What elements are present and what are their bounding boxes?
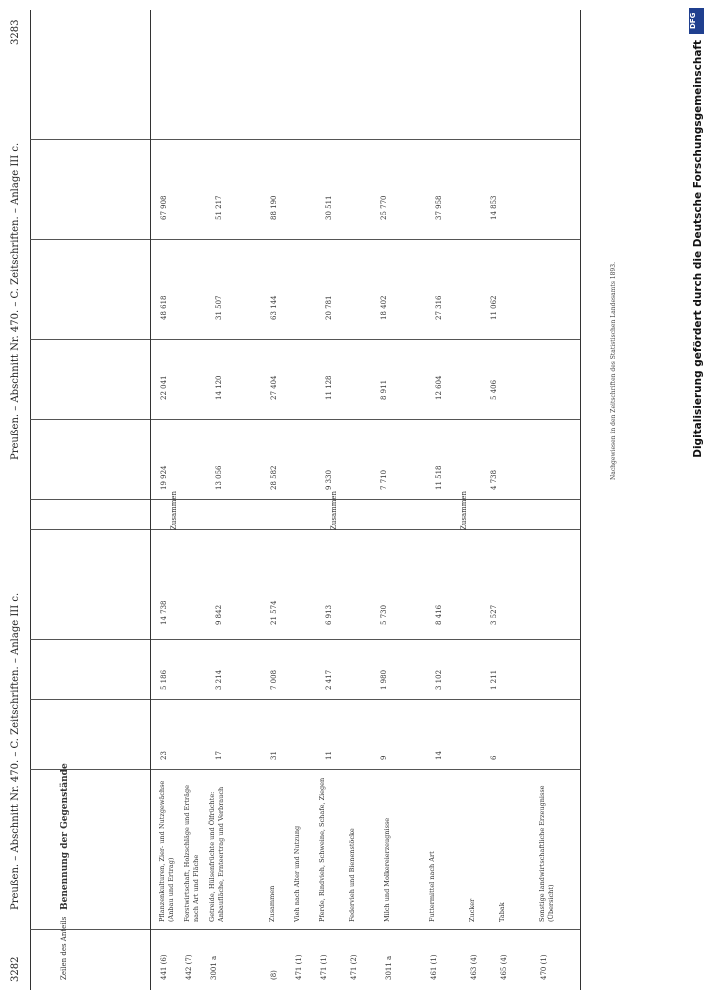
column-title: Benennung der Gegenstände — [60, 763, 70, 910]
column-rule — [30, 529, 580, 530]
table-cell: 30 511 — [325, 195, 333, 220]
bottom-rule — [580, 10, 581, 990]
table-cell: 27 316 — [435, 295, 443, 320]
section-code: 461 (1) — [430, 954, 438, 980]
page-number-left: 3282 — [10, 956, 21, 982]
group-label: Zusammen — [170, 490, 178, 530]
column-rule — [30, 639, 580, 640]
table-cell: 63 144 — [270, 295, 278, 320]
digitization-notice: Digitalisierung gefördert durch die Deutsche Forschungsgemeinschaft — [692, 40, 704, 458]
section-label: Pflanzenkulturen, Zier- und Nutzgewächse (Anbau und Ertrag) — [158, 780, 175, 922]
table-cell: 5 730 — [380, 604, 388, 625]
section-code: 470 (1) — [540, 954, 548, 980]
table-cell: 11 518 — [435, 465, 443, 490]
table-cell: 25 770 — [380, 195, 388, 220]
table-cell: 8 416 — [435, 604, 443, 625]
table-cell: 17 — [215, 751, 223, 760]
table-cell: 22 041 — [160, 375, 168, 400]
table-cell: 18 402 — [380, 295, 388, 320]
section-code: 471 (1) — [295, 954, 303, 980]
table-cell: 88 190 — [270, 195, 278, 220]
table-cell: 6 — [490, 755, 498, 760]
table-cell: 3 527 — [490, 604, 498, 625]
table-cell: 11 128 — [325, 375, 333, 400]
section-label: Tabak — [498, 902, 506, 922]
section-label: Zucker — [468, 898, 476, 922]
column-rule — [30, 339, 580, 340]
table-cell: 67 908 — [160, 195, 168, 220]
table-cell: 12 604 — [435, 375, 443, 400]
top-rule — [30, 10, 31, 990]
table-cell: 48 618 — [160, 295, 168, 320]
column-rule — [30, 499, 580, 500]
table-cell: 9 842 — [215, 604, 223, 625]
table-cell: 2 417 — [325, 669, 333, 690]
table-cell: 27 404 — [270, 375, 278, 400]
table-cell: 11 — [325, 751, 333, 760]
section-label: Futtermittel nach Art — [428, 851, 436, 922]
section-label: Milch und Molkereierzeugnisse — [383, 817, 391, 922]
section-label: Getreide, Hülsenfrüchte und Ölfrüchte: Anbaufläche, Ernteertrag und Verbrauch — [208, 786, 225, 922]
table-cell: 5 406 — [490, 379, 498, 400]
table-cell: 51 217 — [215, 195, 223, 220]
watermark-sidebar — [685, 0, 707, 1000]
table-cell: 11 062 — [490, 295, 498, 320]
table-cell: 7 710 — [380, 469, 388, 490]
column-rule — [30, 699, 580, 700]
section-code: 465 (4) — [500, 954, 508, 980]
table-cell: 6 913 — [325, 604, 333, 625]
section-code: 3001 a — [210, 955, 218, 980]
header-left: Preußen. – Abschnitt Nr. 470. – C. Zeitschriften. – Anlage III c. — [10, 592, 21, 910]
section-code: 441 (6) — [160, 954, 168, 980]
table-cell: 3 102 — [435, 669, 443, 690]
table-cell: 1 211 — [490, 669, 498, 690]
group-label: Zusammen — [460, 490, 468, 530]
table-cell: 21 574 — [270, 600, 278, 625]
group-label: Zusammen — [330, 490, 338, 530]
table-cell: 19 924 — [160, 465, 168, 490]
section-label: Pferde, Rindvieh, Schweine, Schafe, Ziegen — [318, 777, 326, 922]
section-code: 471 (1) — [320, 954, 328, 980]
section-code: 442 (7) — [185, 954, 193, 980]
section-label: Sonstige landwirtschaftliche Erzeugnisse (Übersicht) — [538, 785, 555, 922]
section-code: 463 (4) — [470, 954, 478, 980]
dfg-logo-icon: DFG — [689, 8, 704, 34]
table-cell: 31 507 — [215, 295, 223, 320]
table-cell: 9 — [380, 755, 388, 760]
section-label: Forstwirtschaft, Holzschläge und Erträge nach Art und Fläche — [183, 784, 200, 922]
column-rule — [30, 419, 580, 420]
table-cell: 13 056 — [215, 465, 223, 490]
side-title: Zeilen des Anteils — [60, 916, 68, 980]
column-rule — [30, 239, 580, 240]
section-code: 3011 a — [385, 955, 393, 980]
header-right: Preußen. – Abschnitt Nr. 470. – C. Zeitschriften. – Anlage III c. — [10, 142, 21, 460]
footnote: Nachgewiesen in den Zeitschriften des Statistischen Landesamts 1893. — [610, 262, 617, 480]
table-cell: 4 738 — [490, 469, 498, 490]
table-cell: 1 980 — [380, 669, 388, 690]
section-label: Zusammen — [268, 885, 276, 922]
column-rule — [30, 769, 580, 770]
table-cell: 7 008 — [270, 669, 278, 690]
table-cell: 5 186 — [160, 669, 168, 690]
table-cell: 14 853 — [490, 195, 498, 220]
page-number-right: 3283 — [10, 19, 21, 45]
table-cell: 23 — [160, 751, 168, 760]
table-cell: 14 — [435, 751, 443, 760]
table-cell: 20 781 — [325, 295, 333, 320]
table-cell: 31 — [270, 751, 278, 760]
column-rule — [30, 929, 580, 930]
table-cell: 14 738 — [160, 600, 168, 625]
section-code: (8) — [270, 970, 278, 980]
table-cell: 8 911 — [380, 379, 388, 400]
section-label: Vieh nach Alter und Nutzung — [293, 825, 301, 922]
table-cell: 14 120 — [215, 375, 223, 400]
column-rule — [30, 139, 580, 140]
table-cell: 28 582 — [270, 465, 278, 490]
table-cell: 9 330 — [325, 469, 333, 490]
section-label: Federvieh und Bienenstöcke — [348, 828, 356, 922]
table-cell: 37 958 — [435, 195, 443, 220]
section-code: 471 (2) — [350, 954, 358, 980]
table-cell: 3 214 — [215, 669, 223, 690]
header-rule — [150, 10, 151, 990]
